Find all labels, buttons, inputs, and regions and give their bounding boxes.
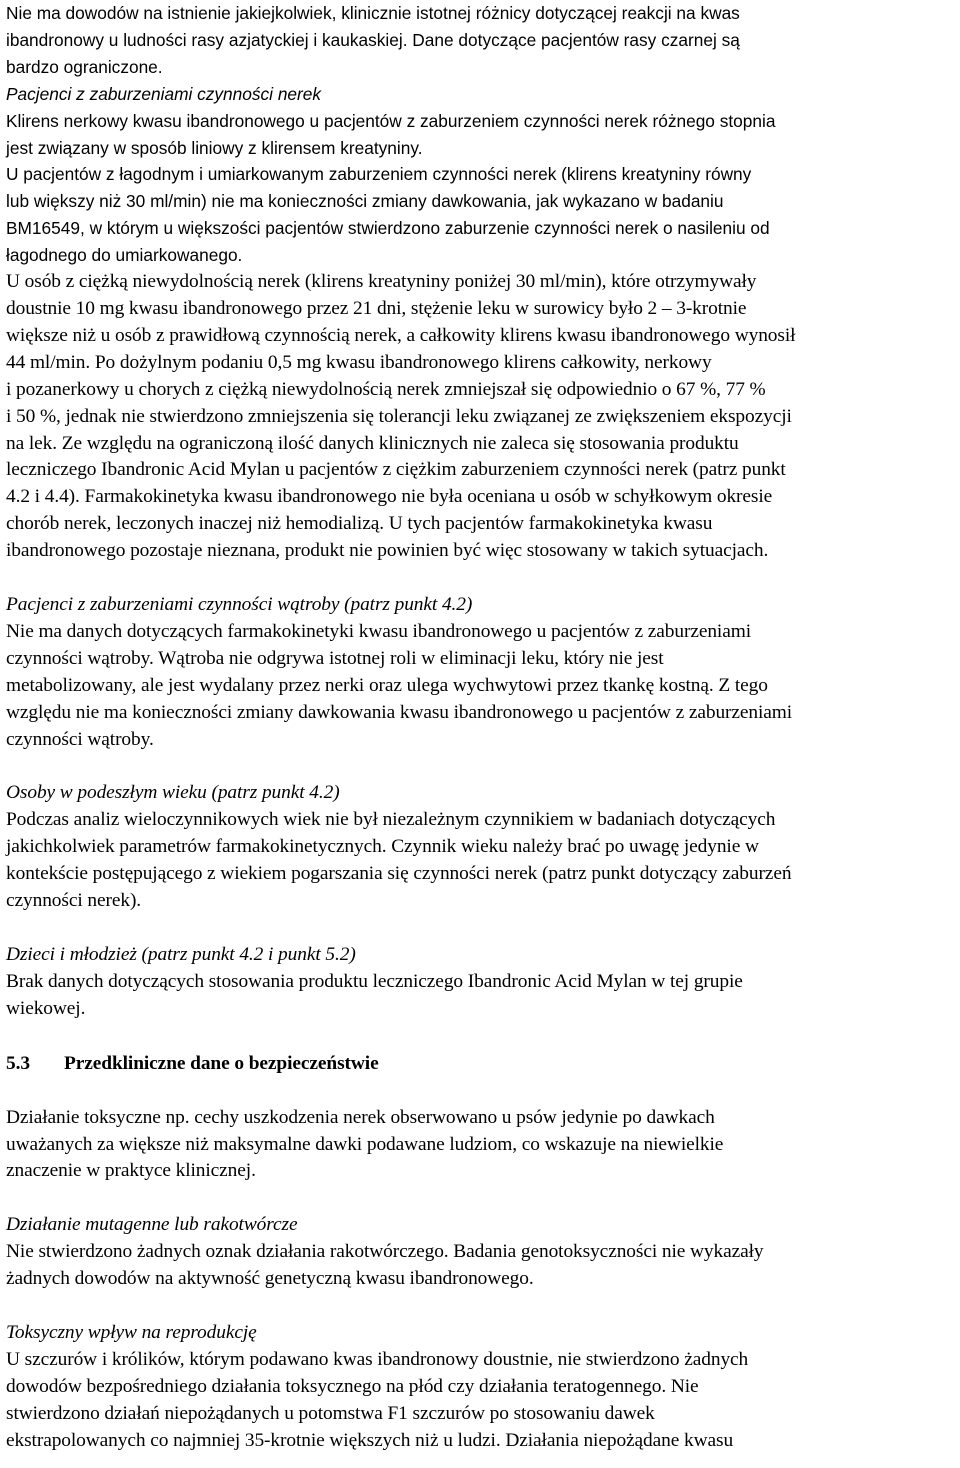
spacer xyxy=(6,915,956,942)
section-heading-5-3 xyxy=(6,1051,956,1078)
mutagenic-heading: Działanie mutagenne lub rakotwórcze xyxy=(6,1214,298,1236)
hepatic-paragraph: Nie ma danych dotyczących farmakokinetyki kwasu ibandronowego u pacjentów z zaburzeniami czynności wątroby. Wątroba nie odgrywa istotnej roli w eliminacji leku, który nie jest metabolizowany, ale jest wydalany przez nerki oraz ulega wychwytowi przez tkankę kostną. Z tego względu nie ma konieczności zmiany dawkowania kwasu ibandronowego u pacjentów z zaburzeniami czynności wątroby. xyxy=(6,620,793,750)
section-title: Przedkliniczne dane o bezpieczeństwie xyxy=(64,1052,379,1074)
document-page xyxy=(6,0,956,1455)
intro-paragraph: Nie ma dowodów na istnienie jakiejkolwiek, klinicznie istotnej różnicy dotyczącej reakcji na kwas ibandronowy u ludności rasy azjatyckiej i kaukaskiej. Dane dotyczące pacjentów rasy czarnej są bardzo ograniczone. xyxy=(6,3,740,77)
spacer xyxy=(6,1023,956,1050)
children-heading: Dzieci i młodzież (patrz punkt 4.2 i punkt 5.2) xyxy=(6,944,356,965)
section-number: 5.3 xyxy=(6,1052,30,1074)
renal-paragraph-1: Klirens nerkowy kwasu ibandronowego u pacjentów z zaburzeniem czynności nerek różnego stopnia jest związany w sposób liniowy z klirensem kreatyniny. xyxy=(6,110,776,158)
reproduction-heading: Toksyczny wpływ na reprodukcję xyxy=(6,1322,257,1344)
elderly-heading: Osoby w podeszłym wieku (patrz punkt 4.2) xyxy=(6,782,340,804)
toxicity-paragraph: Działanie toksyczne np. cechy uszkodzenia nerek obserwowano u psów jedynie po dawkach uważanych za większe niż maksymalne dawki podawane ludziom, co wskazuje na niewielkie znaczenie w praktyce klinicznej. xyxy=(6,1106,724,1182)
children-paragraph: Brak danych dotyczących stosowania produktu leczniczego Ibandronic Acid Mylan w tej grupie wiekowej. xyxy=(6,970,743,1019)
hepatic-heading: Pacjenci z zaburzeniami czynności wątroby (patrz punkt 4.2) xyxy=(6,594,473,616)
renal-heading: Pacjenci z zaburzeniami czynności nerek xyxy=(6,83,322,104)
mutagenic-paragraph: Nie stwierdzono żadnych oznak działania rakotwórczego. Badania genotoksyczności nie wykazały żadnych dowodów na aktywność genetyczną kwasu ibandronowego. xyxy=(6,1241,764,1290)
spacer xyxy=(6,1185,956,1212)
spacer xyxy=(6,1293,956,1320)
spacer xyxy=(6,565,956,592)
spacer xyxy=(6,1078,956,1105)
renal-paragraph-3: U osób z ciężką niewydolnością nerek (klirens kreatyniny poniżej 30 ml/min), które otrzymywały doustnie 10 mg kwasu ibandronowego przez 21 dni, stężenie leku w surowicy było 2 – 3-krotnie większe niż u osób z prawidłową czynnością nerek, a całkowity klirens kwasu ibandronowego wynosił 44 ml/min. Po dożylnym podaniu 0,5 mg kwasu ibandronowego klirens całkowity, nerkowy i pozanerkowy u chorych z ciężką niewydolnością nerek zmniejszał się odpowiednio o 67 %, 77 % i 50 %, jednak nie stwierdzono zmniejszenia się tolerancji leku związanej ze zwiększeniem ekspozycji na lek. Ze względu na ograniczoną ilość danych klinicznych nie zaleca się stosowania produktu leczniczego Ibandronic Acid Mylan u pacjentów z ciężkim zaburzeniem czynności nerek (patrz punkt 4.2 i 4.4). Farmakokinetyka kwasu ibandronowego nie była oceniana u osób w schyłkowym okresie chorób nerek, leczonych inaczej niż hemodializą. U tych pacjentów farmakokinetyka kwasu ibandronowego pozostaje nieznana, produkt nie powinien być więc stosowany w takich sytuacjach. xyxy=(6,271,796,562)
elderly-paragraph: Podczas analiz wieloczynnikowych wiek nie był niezależnym czynnikiem w badaniach dotyczących jakichkolwiek parametrów farmakokinetycznych. Czynnik wieku należy brać po uwagę jedynie w kontekście postępującego z wiekiem pogarszania się czynności nerek (patrz punkt dotyczący zaburzeń czynności nerek). xyxy=(6,809,792,912)
spacer xyxy=(6,753,956,780)
reproduction-paragraph: U szczurów i królików, którym podawano kwas ibandronowy doustnie, nie stwierdzono żadnych dowodów bezpośredniego działania toksycznego na płód czy działania teratogennego. Nie stwierdzono działań niepożądanych u potomstwa F1 szczurów po stosowaniu dawek ekstrapolowanych co najmniej 35-krotnie większych niż u ludzi. Działania niepożądane kwasu xyxy=(6,1348,749,1451)
renal-paragraph-2: U pacjentów z łagodnym i umiarkowanym zaburzeniem czynności nerek (klirens kreatyniny równy lub większy niż 30 ml/min) nie ma konieczności zmiany dawkowania, jak wykazano w badaniu BM16549, w którym u większości pacjentów stwierdzono zaburzenie czynności nerek o nasileniu od łagodnego do umiarkowanego. xyxy=(6,164,770,266)
